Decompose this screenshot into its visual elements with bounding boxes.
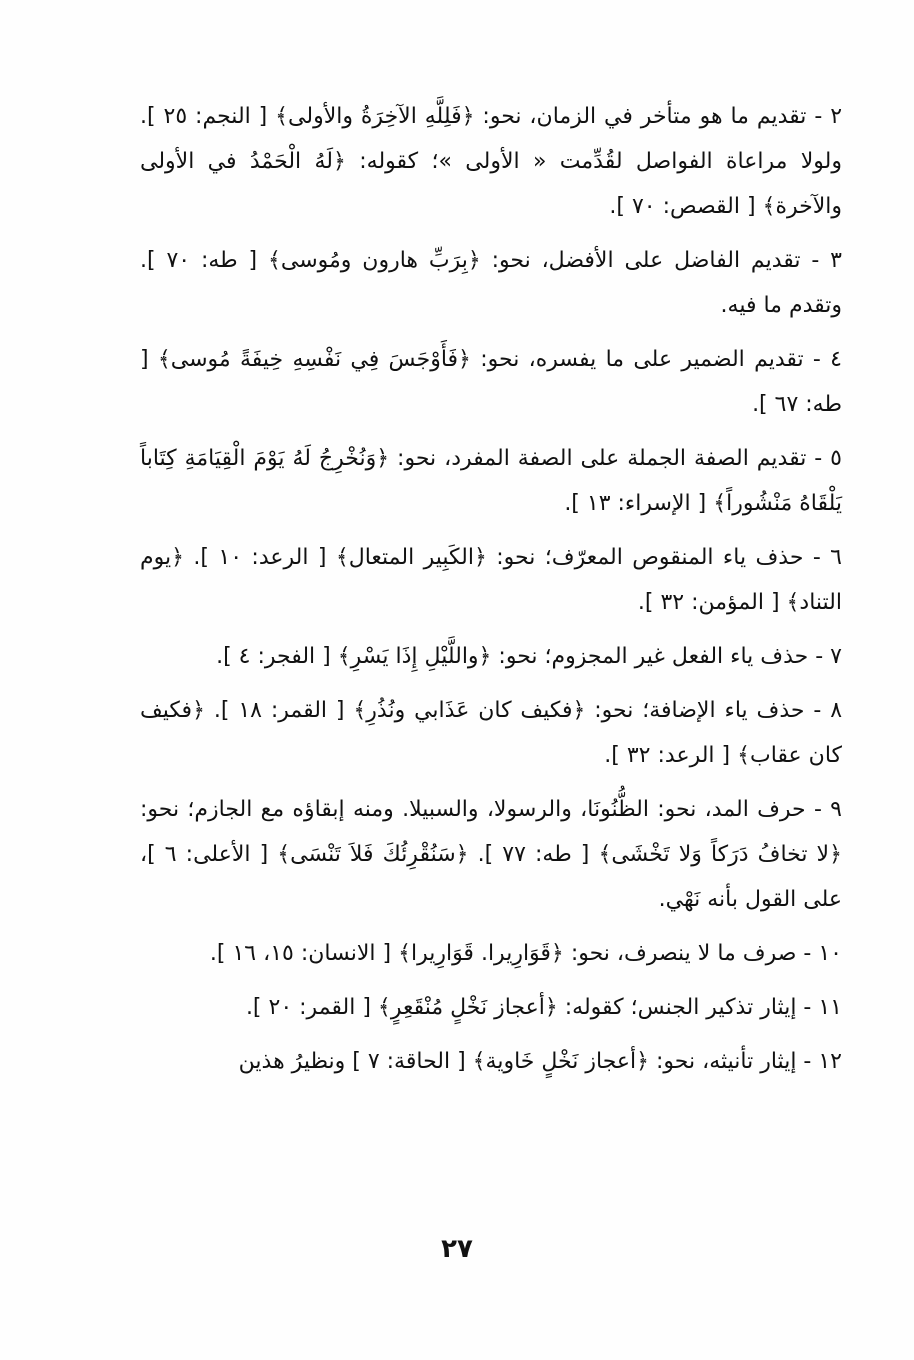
- paragraph-item-2: ٢ - تقديم ما هو متأخر في الزمان، نحو: ﴿فَلِلَّهِ الآخِرَةُ والأولى﴾ [ النجم: ٢٥ ]. ولولا مراعاة الفواصل لقُدِّمت « الأولى »؛ كقوله: ﴿لَهُ الْحَمْدُ في الأولى والآخرة﴾ [ القصص: ٧٠ ].: [140, 104, 843, 219]
- paragraph-item-9: ٩ - حرف المد، نحو: الظُّنُونَا، والرسولا، والسبيلا. ومنه إبقاؤه مع الجازم؛ نحو: ﴿لا تخافُ دَرَكاً وَلا تَخْشَى﴾ [ طه: ٧٧ ]. ﴿سَنُقْرِئُكَ فَلاَ تَنْسَى﴾ [ الأعلى: ٦ ]، على القول بأنه نَهْي.: [140, 797, 842, 912]
- paragraph-item-11: ١١ - إيثار تذكير الجنس؛ كقوله: ﴿أعجاز نَخْلٍ مُنْقَعِرٍ﴾ [ القمر: ٢٠ ].: [245, 995, 842, 1020]
- paragraph-item-10: ١٠ - صرف ما لا ينصرف، نحو: ﴿قَوَارِيرا. قَوَارِيرا﴾ [ الانسان: ١٥، ١٦ ].: [209, 941, 842, 966]
- paragraph-item-7: ٧ - حذف ياء الفعل غير المجزوم؛ نحو: ﴿واللَّيْلِ إِذَا يَسْرِ﴾ [ الفجر: ٤ ].: [216, 644, 842, 669]
- paragraph-item-8: ٨ - حذف ياء الإضافة؛ نحو: ﴿فكيف كان عَذَابي ونُذُرِ﴾ [ القمر: ١٨ ]. ﴿فكيف كان عقاب﴾ [ الرعد: ٣٢ ].: [140, 698, 843, 768]
- paragraph-item-5: ٥ - تقديم الصفة الجملة على الصفة المفرد، نحو: ﴿وَنُخْرِجُ لَهُ يَوْمَ الْقِيَامَةِ كِتَاباً يَلْقَاهُ مَنْشُوراً﴾ [ الإسراء: ١٣ ].: [140, 446, 842, 516]
- page-body: [140, 94, 842, 1093]
- paragraph-item-6: ٦ - حذف ياء المنقوص المعرّف؛ نحو: ﴿الكَبِير المتعال﴾ [ الرعد: ١٠ ]. ﴿يوم التناد﴾ [ المؤمن: ٣٢ ].: [140, 545, 842, 615]
- paragraph-item-3: ٣ - تقديم الفاضل على الأفضل، نحو: ﴿بِرَبِّ هارون ومُوسى﴾ [ طه: ٧٠ ]. وتقدم ما فيه.: [140, 248, 842, 318]
- paragraph-item-12: ١٢ - إيثار تأنيثه، نحو: ﴿أعجاز نَخْلٍ خَاوية﴾ [ الحاقة: ٧ ] ونظيرُ هذين: [238, 1049, 842, 1074]
- paragraph-item-4: ٤ - تقديم الضمير على ما يفسره، نحو: ﴿فَأَوْجَسَ فِي نَفْسِهِ خِيفَةً مُوسى﴾ [ طه: ٦٧ ].: [140, 347, 842, 417]
- page-number: ٢٧: [441, 1234, 473, 1264]
